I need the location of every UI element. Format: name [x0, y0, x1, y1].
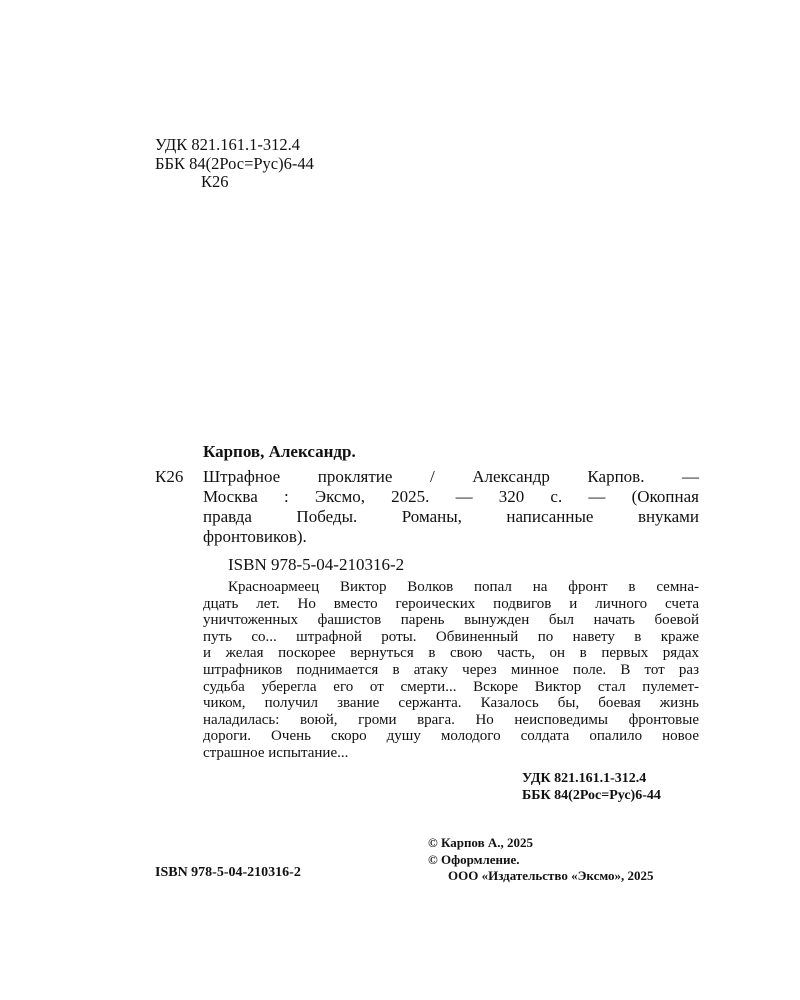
udk-code-bottom: УДК 821.161.1-312.4 — [522, 771, 647, 786]
description-word: — — [681, 467, 699, 486]
isbn-main: ISBN 978-5-04-210316-2 — [228, 555, 405, 574]
annotation-line: дороги. Очень скоро душу молодого солдата опалило новое — [203, 728, 699, 745]
description-word: 320 — [498, 487, 525, 506]
annotation-line: штрафников поднимается в атаку через минное поле. В тот раз — [203, 661, 699, 678]
classification-block-top — [155, 137, 314, 193]
description-word: — — [588, 487, 606, 506]
copyright-design: © Оформление. — [428, 851, 520, 867]
annotation-line: уничтоженных фашистов парень вынужден был начать боевой — [203, 612, 699, 629]
description-line — [203, 528, 699, 548]
description-word: Романы, — [401, 507, 462, 526]
annotation-line: Красноармеец Виктор Волков попал на фронт в семна- — [228, 579, 699, 595]
description-word: — — [455, 487, 473, 506]
description-word: (Окопная — [631, 487, 699, 506]
description-word: Москва — [203, 487, 258, 506]
bbk-code-bottom: ББК 84(2Рос=Рус)6-44 — [522, 788, 661, 803]
description-line — [203, 468, 699, 488]
description-word: правда — [203, 507, 252, 526]
annotation-line: путь со... штрафной роты. Обвиненный по навету в краже — [203, 628, 699, 645]
author-mark: К26 — [155, 467, 184, 486]
annotation-line: наладилась: воюй, громи врага. Но неисповедимы фронтовые — [203, 711, 699, 728]
description-word: написанные — [506, 507, 594, 526]
description-word: фронтовиков). — [203, 527, 307, 546]
bbk-code: ББК 84(2Рос=Рус)6-44 — [155, 153, 314, 173]
description-word: с. — [550, 487, 563, 506]
author-mark-top: К26 — [201, 172, 229, 191]
annotation-line: дцать лет. Но вместо героических подвигов и личного счета — [203, 595, 699, 612]
description-word: Карпов. — [587, 467, 645, 486]
annotation-line: чиком, получил звание сержанта. Казалось бы, боевая жизнь — [203, 695, 699, 712]
copyright-author: © Карпов А., 2025 — [428, 835, 534, 850]
description-word: Александр — [472, 467, 550, 486]
description-word: 2025. — [391, 487, 430, 506]
isbn-bottom: ISBN 978-5-04-210316-2 — [155, 865, 301, 880]
description-word: внуками — [637, 507, 699, 526]
book-annotation — [203, 580, 699, 763]
description-word: Победы. — [296, 507, 358, 526]
description-word: : — [283, 487, 289, 506]
copyright-publisher: ООО «Издательство «Эксмо», 2025 — [448, 868, 654, 883]
description-word: / — [429, 467, 435, 486]
description-word: Эксмо, — [314, 487, 365, 506]
description-line — [203, 508, 699, 528]
description-line — [203, 488, 699, 508]
classification-block-bottom — [522, 772, 661, 806]
description-word: Штрафное — [203, 467, 281, 486]
description-word: проклятие — [317, 467, 393, 486]
copyright-block — [428, 836, 654, 886]
annotation-line: судьба уберегла его от смерти... Вскоре Виктор стал пулемет- — [203, 678, 699, 695]
udk-code: УДК 821.161.1-312.4 — [155, 135, 301, 154]
author-heading: Карпов, Александр. — [203, 442, 356, 461]
bibliographic-description — [203, 468, 699, 548]
annotation-line: страшное испытание... — [203, 744, 349, 761]
annotation-line: и желая поскорее вернуться в свою часть, он в первых рядах — [203, 645, 699, 662]
